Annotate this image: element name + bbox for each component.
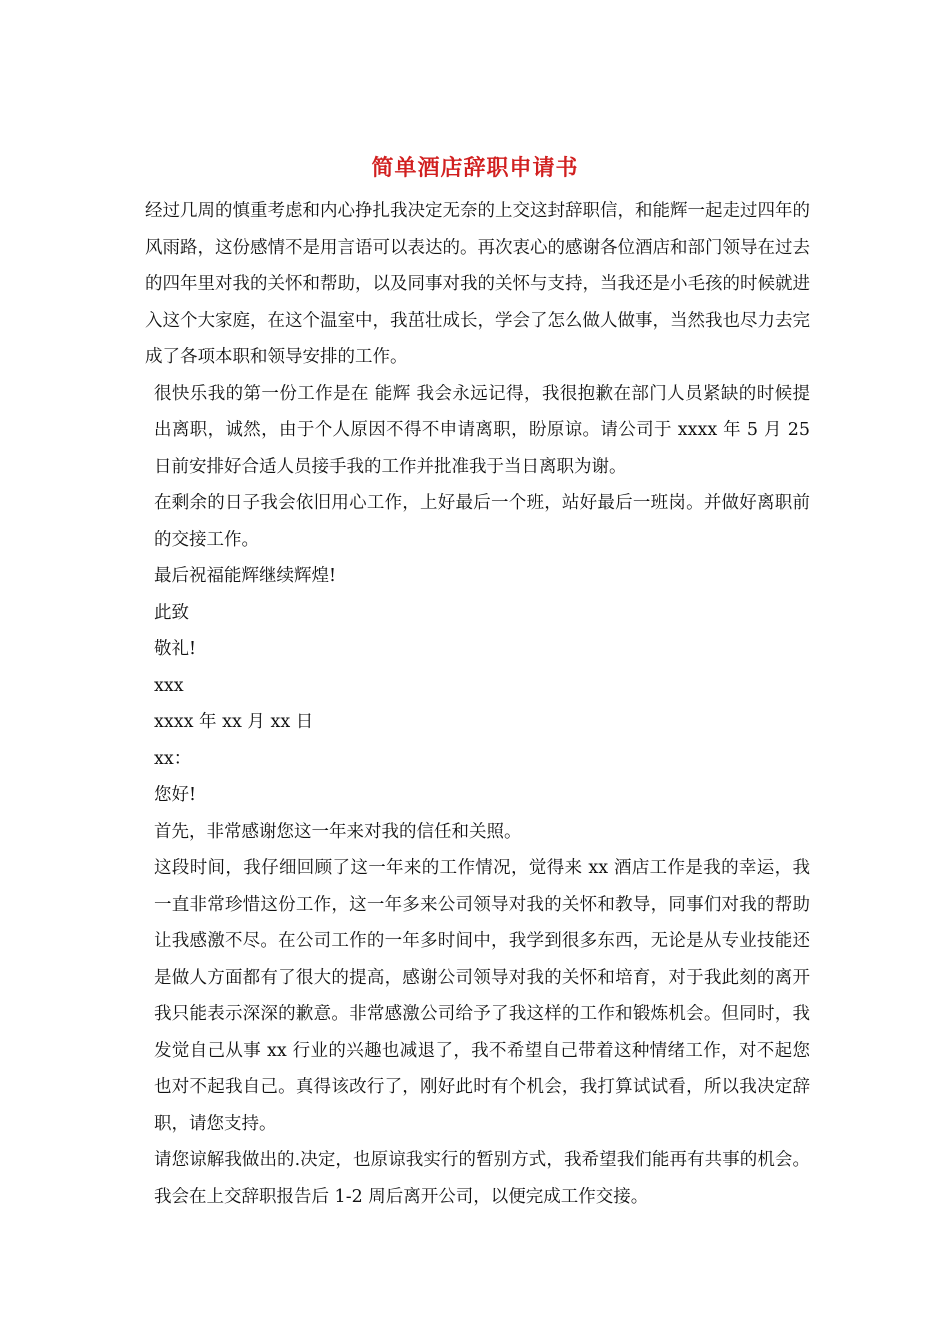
paragraph-1: 经过几周的慎重考虑和内心挣扎我决定无奈的上交这封辞职信，和能辉一起走过四年的风雨路，这份感情不是用言语可以表达的。再次衷心的感谢各位酒店和部门领导在过去的四年里对我的关怀和帮助，以及同事对我的关怀与支持，当我还是小毛孩的时候就进入这个大家庭，在这个温室中，我茁壮成长，学会了怎么做人做事，当然我也尽力去完成了各项本职和领导安排的工作。 (145, 201, 810, 367)
signature-date: xxxx 年 xx 月 xx 日 (154, 712, 314, 732)
paragraph-3: 在剩余的日子我会依旧用心工作，上好最后一个班，站好最后一班岗。并做好离职前的交接工作。 (154, 493, 810, 550)
document-body (145, 193, 810, 1215)
second-letter-recipient: xx： (154, 748, 192, 769)
paragraph-thanks: 首先，非常感谢您这一年来对我的信任和关照。 (154, 821, 522, 842)
closing-wish: 最后祝福能辉继续辉煌! (154, 566, 337, 586)
paragraph-apology: 请您谅解我做出的.决定，也原谅我实行的暂别方式，我希望我们能再有共事的机会。我会在上交辞职报告后 1-2 周后离开公司，以便完成工作交接。 (154, 1150, 810, 1207)
paragraph-2: 很快乐我的第一份工作是在 能辉 我会永远记得，我很抱歉在部门人员紧缺的时候提出离职，诚然，由于个人原因不得不申请离职，盼原谅。请公司于 xxxx 年 5 月 25 日前安排好合适人员接手我的工作并批准我于当日离职为谢。 (154, 383, 810, 477)
second-letter-greeting: 您好! (154, 785, 197, 805)
signature-name: xxx (154, 675, 184, 696)
paragraph-reflection: 这段时间，我仔细回顾了这一年来的工作情况，觉得来 xx 酒店工作是我的幸运，我一直非常珍惜这份工作，这一年多来公司领导对我的关怀和教导，同事们对我的帮助让我感激不尽。在公司工作的一年多时间中，我学到很多东西，无论是从专业技能还是做人方面都有了很大的提高，感谢公司领导对我的关怀和培育，对于我此刻的离开我只能表示深深的歉意。非常感激公司给予了我这样的工作和锻炼机会。但同时，我发觉自己从事 xx 行业的兴趣也减退了，我不希望自己带着这种情绪工作，对不起您也对不起我自己。真得该改行了，刚好此时有个机会，我打算试试看，所以我决定辞职，请您支持。 (154, 858, 810, 1134)
closing-respect: 敬礼! (154, 639, 197, 659)
closing-salutation: 此致 (154, 602, 189, 623)
document-title: 简单酒店辞职申请书 (371, 155, 579, 181)
